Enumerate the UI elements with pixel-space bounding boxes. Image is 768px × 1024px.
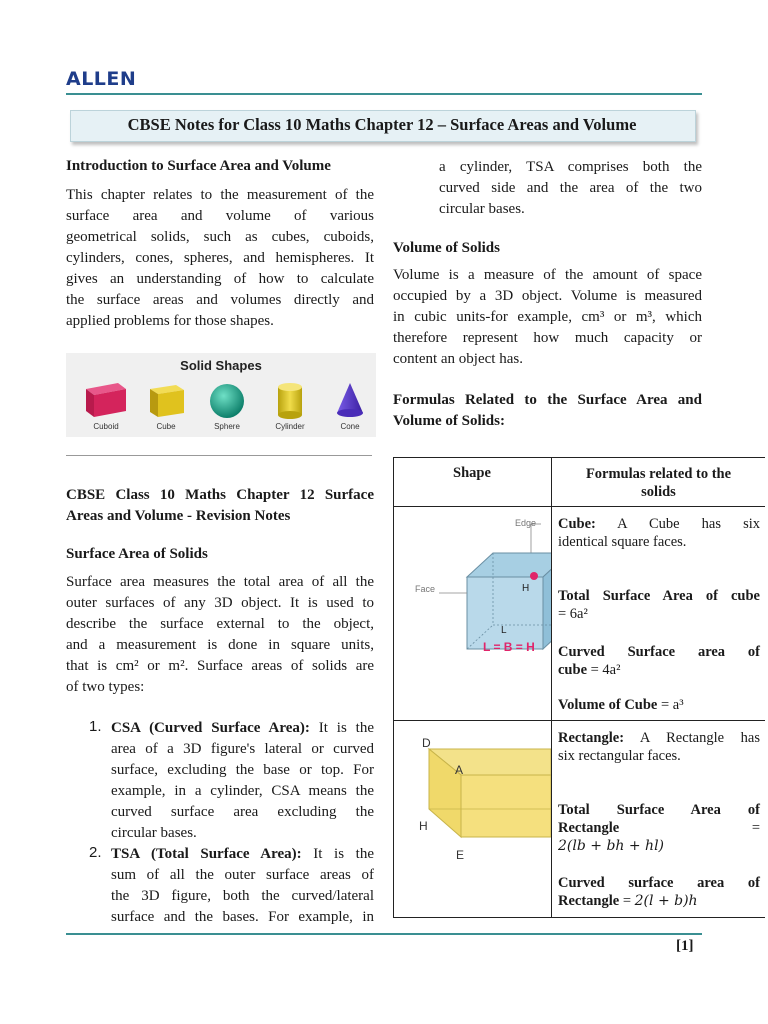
label-cylinder: Cylinder	[275, 422, 305, 431]
rectangle-tsa: Total Surface Area of Rectangle = 2(lb + bh + hl)	[558, 802, 760, 854]
list-term: CSA (Curved Surface Area):	[111, 720, 310, 736]
intro-line: This chapter relates to the measurement of the	[66, 187, 374, 203]
cube-csa: Curved Surface area of cube = 4a²	[558, 644, 760, 678]
list-text: It is the	[309, 720, 375, 736]
rectangle-description: Rectangle: A Rectangle has six rectangular faces.	[558, 730, 760, 764]
sphere-shape	[210, 384, 244, 418]
vol-line: therefore represent how much capacity or	[393, 330, 702, 346]
solid-shapes-figure	[66, 353, 376, 437]
list-line: the 3D figure, both the curved/lateral	[111, 888, 374, 904]
rectangle-csa: Curved surface area of Rectangle = 2(l + b)h	[558, 875, 760, 909]
list-term: TSA (Total Surface Area):	[111, 846, 302, 862]
cube-l-label: L	[501, 625, 507, 636]
cone-shape	[337, 383, 363, 417]
cylinder-shape	[278, 383, 302, 419]
allen-logo: ALLEN	[66, 68, 137, 90]
intro-line: cylinders, cones, spheres, and hemispheres. It	[66, 250, 374, 266]
volume-heading: Volume of Solids	[393, 240, 500, 256]
cont-line: a cylinder, TSA comprises both the	[439, 159, 702, 175]
list-line: sum of all the outer surface areas of	[111, 867, 374, 883]
cube-shape	[150, 385, 184, 417]
formulas-heading-line: Volume of Solids:	[393, 413, 505, 429]
cube-tsa: Total Surface Area of cube = 6a²	[558, 588, 760, 622]
list-line: circular bases.	[111, 825, 197, 841]
cuboid-e-label: E	[456, 848, 465, 862]
cont-line: circular bases.	[439, 201, 525, 217]
revision-heading-line: Areas and Volume - Revision Notes	[66, 508, 291, 524]
revision-heading	[66, 485, 374, 527]
list-item	[111, 844, 374, 928]
list-line: example, in a cylinder, CSA means the	[111, 783, 374, 799]
vol-line: in cubic units-for example, cm³ or m³, which	[393, 309, 702, 325]
label-cone: Cone	[340, 422, 360, 431]
footer-rule	[66, 933, 702, 935]
cube-h-label: H	[522, 583, 530, 594]
cube-volume: Volume of Cube = a³	[558, 697, 684, 713]
cube-face-label: Face	[415, 584, 436, 594]
cuboid-shape	[86, 383, 126, 417]
header-shape: Shape	[453, 465, 491, 481]
revision-heading-line: CBSE Class 10 Maths Chapter 12 Surface	[66, 487, 374, 503]
surface-area-heading: Surface Area of Solids	[66, 546, 208, 562]
list-number: 2.	[89, 844, 102, 861]
vol-line: Volume is a measure of the amount of space	[393, 267, 702, 283]
list-item	[111, 718, 374, 844]
cube-edge-label: Edge	[515, 518, 537, 528]
sa-line: describe the surface external to the object,	[66, 616, 374, 632]
cuboid-h-label: H	[419, 819, 428, 833]
surface-area-paragraph	[66, 572, 374, 698]
figure-title: Solid Shapes	[180, 358, 262, 373]
intro-heading: Introduction to Surface Area and Volume	[66, 158, 331, 174]
cuboid-d-label: D	[422, 736, 431, 750]
sa-line: and a measurement is done in square units,	[66, 637, 374, 653]
list-line: area of a 3D figure's lateral or curved	[111, 741, 374, 757]
cube-description: Cube: A Cube has six identical square faces.	[558, 516, 760, 550]
label-cuboid: Cuboid	[93, 422, 119, 431]
cuboid-diagram	[411, 737, 551, 857]
intro-line: applied problems for those shapes.	[66, 313, 274, 329]
vol-line: content an object has.	[393, 351, 523, 367]
header-formulas: Formulas related to the solids	[585, 466, 732, 500]
list-line: surface and the bases. For example, in	[111, 909, 374, 925]
sa-line: Surface area measures the total area of all the	[66, 574, 374, 590]
list-line: curved surface area excluding the	[111, 804, 374, 820]
formulas-table	[393, 457, 765, 918]
formulas-heading	[393, 390, 702, 432]
list-line: surface, excluding the base or top. For	[111, 762, 374, 778]
tsa-continuation	[439, 157, 702, 220]
intro-line: gives an understanding of how to calculate	[66, 271, 374, 287]
cont-line: curved side and the area of the two	[439, 180, 702, 196]
cube-equal-sides-label: L = B = H	[483, 640, 535, 654]
formulas-heading-line: Formulas Related to the Surface Area and	[393, 392, 702, 408]
sa-line: outer surfaces of any 3D object. It is used to	[66, 595, 374, 611]
list-number: 1.	[89, 718, 102, 735]
intro-line: surface area and volume of various	[66, 208, 374, 224]
sa-line: of two types:	[66, 679, 145, 695]
volume-paragraph	[393, 265, 702, 370]
list-text: It is the	[301, 846, 374, 862]
label-sphere: Sphere	[214, 422, 240, 431]
vol-line: occupied by a 3D object. Volume is measured	[393, 288, 702, 304]
intro-paragraph	[66, 185, 374, 332]
page-title: CBSE Notes for Class 10 Maths Chapter 12 – Surface Areas and Volume	[127, 115, 637, 134]
header-rule	[66, 93, 702, 95]
intro-line: geometrical solids, such as cubes, cuboids,	[66, 229, 374, 245]
page-number: [1]	[676, 938, 694, 954]
intro-line: the surface areas and volumes directly and	[66, 292, 374, 308]
section-divider	[66, 455, 372, 456]
sa-line: that is cm² or m². Surface areas of solids are	[66, 658, 374, 674]
label-cube: Cube	[156, 422, 176, 431]
cuboid-a-label: A	[455, 763, 464, 777]
